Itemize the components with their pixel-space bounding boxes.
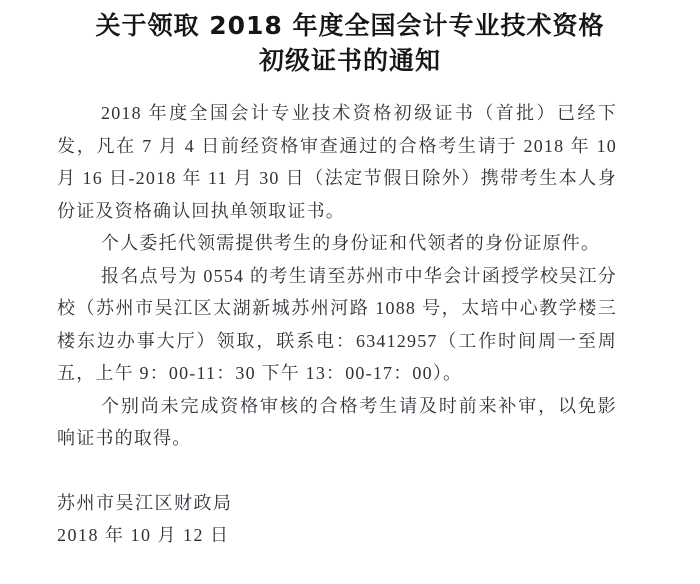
signature-block bbox=[57, 487, 617, 552]
signature-date: 2018 年 10 月 12 日 bbox=[57, 525, 230, 545]
document-title-line1: 关于领取 2018 年度全国会计专业技术资格 bbox=[95, 11, 605, 40]
paragraph-proxy-collection: 个人委托代领需提供考生的身份证和代领者的身份证原件。 bbox=[101, 233, 601, 253]
paragraph-collection-location: 报名点号为 0554 的考生请至苏州市中华会计函授学校吴江分校（苏州市吴江区太湖新城苏州河路 1088 号，太培中心教学楼三楼东边办事大厅）领取，联系电：63412957（工作时间周一至周五，上午 9：00-11：30 下午 13：00-17：00）。 bbox=[57, 265, 617, 383]
document-title bbox=[40, 8, 660, 78]
paragraph-pending-review: 个别尚未完成资格审核的合格考生请及时前来补审，以免影响证书的取得。 bbox=[57, 395, 617, 448]
paragraph-certificate-release: 2018 年度全国会计专业技术资格初级证书（首批）已经下发，凡在 7 月 4 日前经资格审查通过的合格考生请于 2018 年 10 月 16 日-2018 年 11 月 30 日（法定节假日除外）携带考生本人身份证及资格确认回执单领取证书。 bbox=[57, 103, 617, 221]
document-body bbox=[57, 97, 617, 552]
document-title-line2: 初级证书的通知 bbox=[258, 46, 441, 75]
signature-organization: 苏州市吴江区财政局 bbox=[57, 492, 233, 513]
